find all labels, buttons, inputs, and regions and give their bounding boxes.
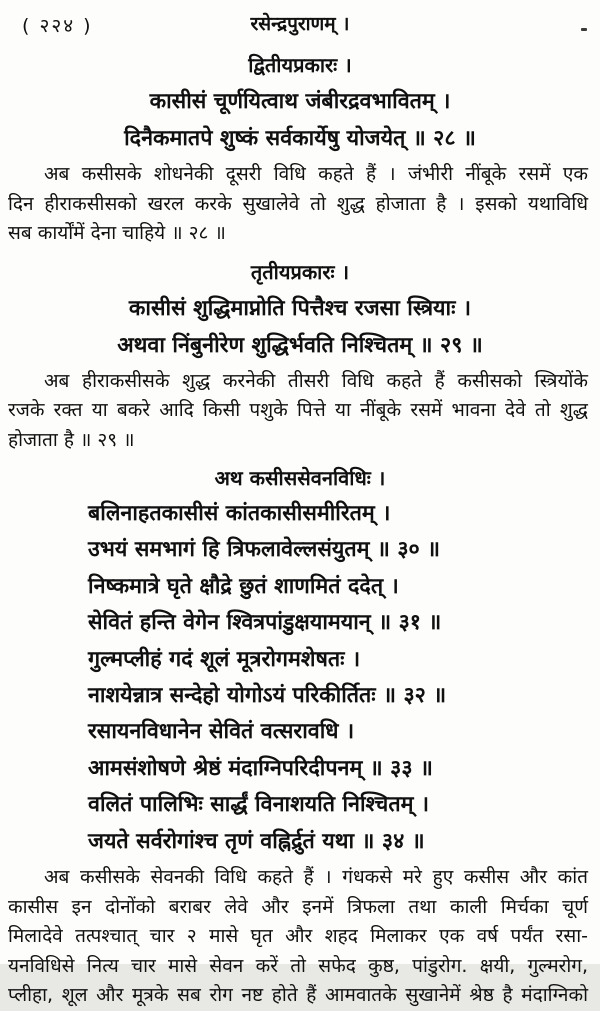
- section-heading: अथ कसीससेवनविधिः ।: [214, 466, 386, 490]
- commentary-line: अब कसीसके सेवनकी विधि कहते हैं । गंधकसे मरे हुए कसीस और कांत: [44, 866, 588, 889]
- verse-line: आमसंशोषणे श्रेष्ठं मंदाग्निपरिदीपनम् ॥ ३३ ॥: [88, 755, 433, 781]
- verse-line: जयते सर्वरोगांश्च तृणं वह्निर्द्रुतं यथा ॥ ३४ ॥: [88, 828, 425, 854]
- commentary-line: दिन हीराकसीसको खरल करके सुखालेवे तो शुद्ध होजाता है । इसको यथाविधि: [8, 192, 588, 215]
- verse-line: रसायनविधानेन सेवितं वत्सरावधि ।: [88, 719, 355, 745]
- ink-speck-decoration: [581, 28, 587, 31]
- verse-line: कासीसं चूर्णयित्वाथ जंबीरद्रवभावितम् ।: [149, 89, 451, 114]
- verse-line: सेवितं हन्ति वेगेन श्वित्रपांडुक्षयामयान् ॥ ३१ ॥: [88, 610, 442, 636]
- section-heading: तृतीयप्रकारः ।: [250, 259, 350, 284]
- verse-line: अथवा निंबुनीरेण शुद्धिर्भवति निश्चितम् ॥ २९ ॥: [117, 332, 483, 358]
- commentary-line: होजाता है ॥ २९ ॥: [8, 428, 135, 451]
- verse-line: नाशयेन्नात्र सन्देहो योगोऽयं परिकीर्तितः ॥ ३२ ॥: [88, 683, 447, 709]
- commentary-line: कासीस इन दोनोंको बराबर लेवे और इनमें त्रिफला तथा काली मिर्चका चूर्ण: [8, 895, 588, 918]
- verse-line: निष्कमात्रे घृते क्षौद्रे छुतं शाणमितं ददेत् ।: [88, 573, 399, 599]
- verse-line: दिनैकमातपे शुष्कं सर्वकार्येषु योजयेत् ॥ २८ ॥: [124, 126, 476, 151]
- commentary-line: अब हीराकसीसके शुद्ध करनेकी तीसरी विधि कहते हैं कसीसको स्त्रियोंके: [44, 369, 588, 392]
- verse-line: बलिनाहतकासीसं कांतकासीसमीरितम् ।: [88, 501, 391, 526]
- commentary-line: सब कार्योंमें देना चाहिये ॥ २८ ॥: [8, 222, 226, 244]
- page-title: रसेन्द्रपुराणम् ।: [250, 13, 350, 35]
- commentary-line: यनविधिसे नित्य चार मासे सेवन करें तो सफेद कुष्ठ, पांडुरोग. क्षयी, गुल्मरोग,: [8, 954, 588, 977]
- section-kasisa-sevana-vidhi: [0, 464, 600, 1011]
- commentary: [0, 364, 600, 456]
- section-tritiya-prakara: [0, 258, 600, 456]
- verse-line: कासीसं शुद्धिमाप्नोति पित्तैश्च रजसा स्त्रियाः ।: [128, 295, 472, 321]
- commentary-line: मिलादेवे तत्पश्चात् चार २ मासे घृत और शहद मिलाकर एक वर्ष पर्यंत रसा-: [8, 925, 588, 948]
- verse-line: गुल्मप्लीहं गदं शूलं मूत्ररोगमशेषतः ।: [88, 646, 361, 672]
- commentary-line: अब कसीसके शोधनेकी दूसरी विधि कहते हैं । जंभीरी नींबूके रसमें एक: [44, 163, 588, 185]
- commentary: [0, 860, 600, 1011]
- commentary: [0, 157, 600, 249]
- page-header: [0, 10, 600, 42]
- verse-line: उभयं समभागं हि त्रिफलावेल्लसंयुतम् ॥ ३० ॥: [88, 537, 441, 563]
- section-heading: द्वितीयप्रकारः ।: [248, 53, 352, 77]
- commentary-line: प्लीहा, शूल और मूत्रके सब रोग नष्ट होते हैं आमवातके सुखानेमें श्रेष्ठ है मंदाग्निको: [8, 984, 588, 1007]
- section-dvitiya-prakara: [0, 51, 600, 249]
- page-number: ( २२४ ): [22, 15, 93, 37]
- commentary-line: रजके रक्त या बकरे आदि किसी पशुके पित्ते या नींबूके रसमें भावना देवे तो शुद्ध: [8, 399, 588, 421]
- verse-line: वलितं पालिभिः सार्द्धं विनाशयति निश्चितम् ।: [88, 792, 430, 818]
